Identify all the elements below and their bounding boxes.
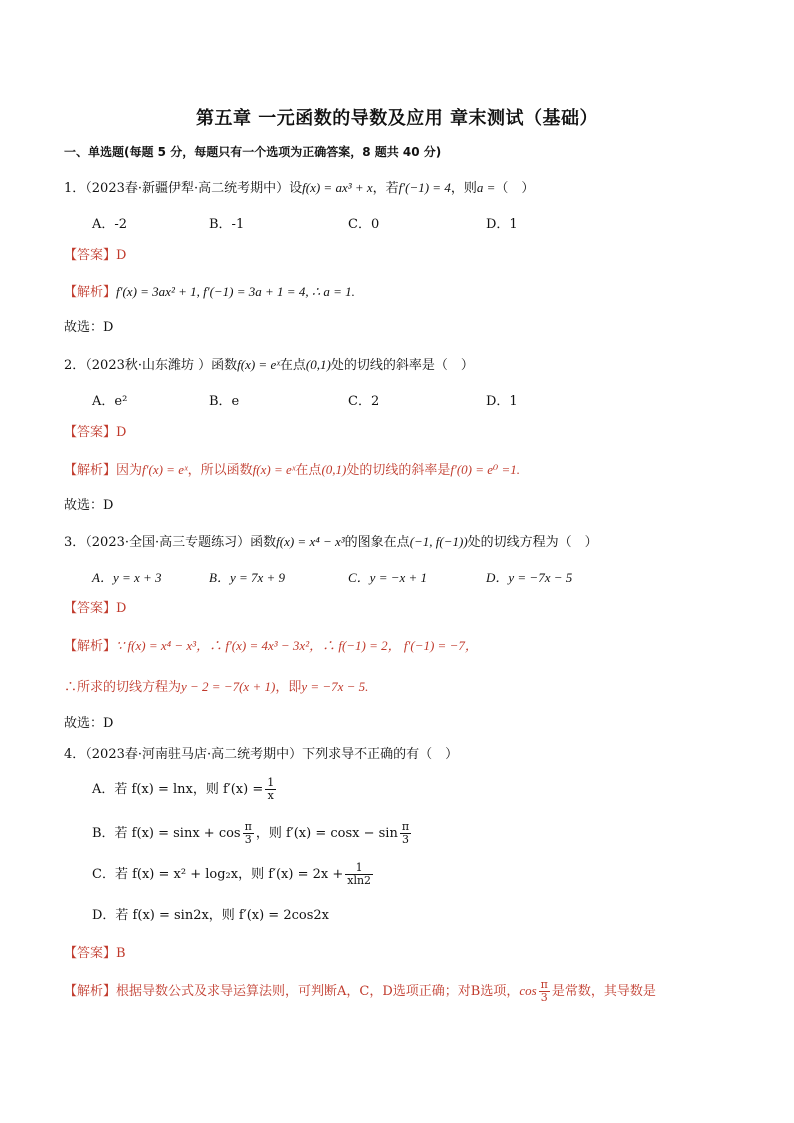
q2-analysis-mid: ，所以函数 (187, 463, 253, 478)
q4-analysis-cos: cos (519, 983, 537, 998)
q1-conclusion-prefix: 故选： (64, 320, 104, 335)
q3-analysis-line1: ∵ f(x) = x⁴ − x³，∴ f′(x) = 4x³ − 3x²，∴ f(−1) = 2， f′(−1) = −7， (116, 638, 478, 653)
q4-option-b-denominator-1: 3 (244, 833, 252, 846)
q2-option-c: C．2 (348, 394, 380, 409)
q1-stem-prefix: 1．（2023春·新疆伊犁·高二统考期中）设 (64, 181, 303, 196)
section-heading: 一、单选题(每题 5 分，每题只有一个选项为正确答案，8 题共 40 分) (64, 145, 442, 159)
q3-analysis-cont (64, 677, 368, 698)
q1-stem-mid: ，若 (372, 181, 399, 196)
q3-option-a: A．y = x + 3 (92, 570, 162, 585)
q4-analysis-label: 【解析】 (64, 984, 117, 999)
q3-function: f(x) = x⁴ − x³ (276, 534, 345, 549)
q2-option-d: D．1 (486, 394, 518, 409)
q3-option-b: B．y = 7x + 9 (209, 570, 286, 585)
q4-option-a-numerator: 1 (267, 776, 275, 789)
q3-analysis (64, 636, 478, 657)
page-title: 第五章 一元函数的导数及应用 章末测试（基础） (195, 108, 599, 129)
q4-option-b-numerator-1: π (244, 820, 252, 833)
q3-conclusion-prefix: 故选： (64, 716, 104, 731)
q4-analysis-pre: 根据导数公式及求导运算法则，可判断A，C，D选项正确；对B选项， (116, 984, 520, 999)
q3-analysis-line2-mid: ，即 (275, 680, 302, 695)
q4-option-c (92, 862, 375, 888)
q4-option-c-fraction (345, 862, 373, 887)
q4-option-c-numerator: 1 (345, 862, 373, 875)
q3-stem-mid: 的图象在点 (344, 535, 410, 550)
q2-answer-value: D (116, 425, 127, 440)
q3-analysis-line2-res: y = −7x − 5. (301, 679, 369, 694)
q4-option-a (92, 777, 278, 803)
q2-stem-prefix: 2．（2023秋·山东潍坊 ）函数 (64, 358, 238, 373)
q4-option-a-denominator: x (267, 789, 274, 802)
q1-analysis-math: f′(x) = 3ax² + 1, f′(−1) = 3a + 1 = 4, ∴ a = 1. (116, 284, 355, 299)
q4-analysis-numerator: π (540, 978, 548, 991)
question-1-stem (64, 178, 534, 199)
q2-analysis-value: f′(0) = e⁰ =1. (450, 462, 521, 477)
question-2-stem (64, 355, 474, 376)
q4-answer-label: 【答案】 (64, 946, 117, 961)
q2-answer-label: 【答案】 (64, 425, 117, 440)
q4-option-b-fraction-1 (243, 821, 254, 846)
q3-option-d: D．y = −7x − 5 (486, 570, 573, 585)
q3-stem-prefix: 3．（2023·全国·高三专题练习）函数 (64, 535, 277, 550)
q2-stem-post: 处的切线的斜率是（ ） (330, 358, 474, 373)
q1-conclusion (64, 318, 113, 338)
q1-analysis (64, 282, 355, 303)
q3-stem-post: 处的切线方程为（ ） (467, 535, 598, 550)
q2-conclusion-choice: D (103, 498, 114, 513)
q3-conclusion-choice: D (103, 716, 114, 731)
q4-option-b-numerator-2: π (401, 820, 410, 833)
q2-analysis-point: (0,1) (321, 462, 347, 477)
q2-analysis-pre: 因为 (116, 463, 143, 478)
q1-stem-end: （ ） (495, 181, 535, 196)
q2-conclusion (64, 496, 113, 516)
q2-stem-mid: 在点 (279, 358, 306, 373)
q4-option-c-denominator: xln2 (347, 874, 372, 887)
q2-analysis-label: 【解析】 (64, 463, 117, 478)
q4-option-c-text: C．若 f(x) = x² + log₂x，则 f′(x) = 2x + (92, 867, 344, 882)
q2-analysis (64, 460, 520, 481)
q1-option-a: A．-2 (92, 217, 128, 232)
q1-option-c: C．0 (348, 217, 380, 232)
q4-option-a-text: A．若 f(x) = lnx，则 f′(x) = (92, 782, 264, 797)
q2-analysis-mid2: 在点 (295, 463, 322, 478)
q2-conclusion-prefix: 故选： (64, 498, 104, 513)
q1-answer-label: 【答案】 (64, 248, 117, 263)
question-3-stem (64, 532, 598, 553)
q4-analysis-denominator: 3 (540, 991, 548, 1004)
q2-function: f(x) = eˣ (237, 357, 280, 372)
q1-answer-value: D (116, 248, 127, 263)
q3-point: (−1, f(−1)) (409, 534, 468, 549)
q4-option-b-mid: ，则 f′(x) = cosx − sin (255, 826, 398, 841)
q1-analysis-label: 【解析】 (64, 285, 117, 300)
q1-variable: a = (476, 180, 496, 195)
q4-analysis-post: 是常数，其导数是 (551, 984, 656, 999)
q1-conclusion-choice: D (103, 320, 114, 335)
q4-option-b-fraction-2 (400, 821, 411, 846)
question-4-stem: 4．（2023春·河南驻马店·高二统考期中）下列求导不正确的有（ ） (64, 747, 459, 762)
q2-answer (64, 423, 126, 443)
q3-option-c: C．y = −x + 1 (348, 570, 428, 585)
q3-analysis-label: 【解析】 (64, 639, 117, 654)
q2-point: (0,1) (305, 357, 331, 372)
q3-analysis-line2-pre: ∴所求的切线方程为 (64, 680, 182, 695)
q1-answer (64, 246, 126, 266)
q1-function: f(x) = ax³ + x (302, 180, 373, 195)
q4-option-d: D．若 f(x) = sin2x，则 f′(x) = 2cos2x (92, 908, 329, 923)
q3-analysis-line2-eq: y − 2 = −7(x + 1) (181, 679, 276, 694)
q4-option-b-text: B．若 f(x) = sinx + cos (92, 826, 241, 841)
q3-answer-label: 【答案】 (64, 601, 117, 616)
q4-analysis (64, 978, 656, 1005)
q4-answer (64, 944, 126, 964)
q1-option-d: D．1 (486, 217, 518, 232)
q2-analysis-mid3: 处的切线的斜率是 (346, 463, 451, 478)
q2-analysis-derivative: f′(x) = eˣ (142, 462, 188, 477)
q4-answer-value: B (116, 946, 126, 961)
q4-option-b (92, 821, 413, 847)
q3-conclusion (64, 714, 113, 734)
q3-answer (64, 599, 126, 619)
q4-option-a-fraction (265, 777, 276, 802)
q1-stem-post: ，则 (450, 181, 477, 196)
q1-condition: f′(−1) = 4 (398, 180, 451, 195)
q2-analysis-function: f(x) = eˣ (252, 462, 296, 477)
q3-answer-value: D (116, 601, 127, 616)
q4-option-b-denominator-2: 3 (401, 833, 409, 846)
q2-option-a: A．e² (92, 394, 128, 409)
q2-option-b: B．e (209, 394, 240, 409)
q1-option-b: B．-1 (209, 217, 245, 232)
q4-analysis-fraction (539, 979, 550, 1004)
